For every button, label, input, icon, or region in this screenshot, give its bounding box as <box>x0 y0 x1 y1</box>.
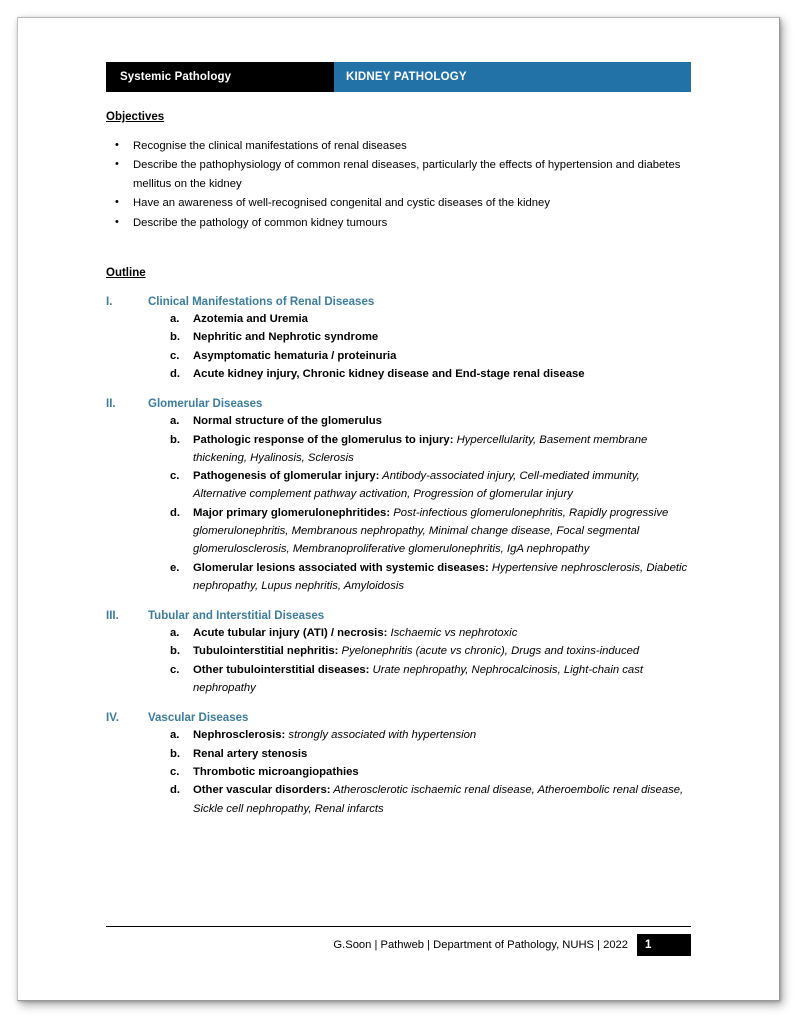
sub-item-label: Glomerular lesions associated with systemic diseases: <box>193 561 489 574</box>
objectives-list <box>106 137 691 232</box>
section-sub-list <box>106 624 691 697</box>
sub-item-label: Acute tubular injury (ATI) / necrosis: <box>193 627 388 640</box>
sub-item-detail: Hypercellularity, Basement membrane thickening, Hyalinosis, Sclerosis <box>193 433 648 464</box>
section-title: Vascular Diseases <box>148 712 249 725</box>
sub-item-letter: b. <box>170 747 181 760</box>
list-item <box>106 328 691 346</box>
section-sub-list <box>106 310 691 383</box>
sub-item-letter: d. <box>170 784 181 797</box>
list-item <box>106 347 691 365</box>
sub-item-detail: Pyelonephritis (acute vs chronic), Drugs and toxins-induced <box>338 645 640 658</box>
sub-item-letter: c. <box>170 349 180 362</box>
bullet-icon: • <box>115 158 119 171</box>
sub-item-label: Pathologic response of the glomerulus to injury: <box>193 433 454 446</box>
sub-item-letter: c. <box>170 663 180 676</box>
sub-item-text <box>193 661 691 698</box>
outline-section <box>106 712 691 817</box>
section-sub-list <box>106 412 691 595</box>
list-item <box>106 156 691 193</box>
sub-item-text <box>193 559 691 596</box>
sub-item-label: Thrombotic microangiopathies <box>193 765 359 778</box>
objective-text: Have an awareness of well-recognised congenital and cystic diseases of the kidney <box>133 197 550 210</box>
sub-item-letter: b. <box>170 433 181 446</box>
bullet-icon: • <box>115 215 119 228</box>
section-title-row <box>106 610 691 622</box>
sub-item-detail: Atherosclerotic ischaemic renal disease, Atheroembolic renal disease, Sickle cell nephropathy, Renal infarcts <box>193 784 684 815</box>
sub-item-letter: a. <box>170 415 180 428</box>
section-sub-list <box>106 726 691 817</box>
footer-credit-text: G.Soon | Pathweb | Department of Pathology, NUHS | 2022 <box>333 939 628 951</box>
banner-subject <box>106 62 334 92</box>
sub-item-label: Other tubulointerstitial diseases: <box>193 663 370 676</box>
sub-item-text <box>193 431 691 468</box>
list-item <box>106 624 691 642</box>
list-item <box>106 310 691 328</box>
sub-item-label: Nephritic and Nephrotic syndrome <box>193 331 379 344</box>
objective-text: Describe the pathophysiology of common renal diseases, particularly the effects of hypertension and diabetes mellitus on the kidney <box>133 159 681 190</box>
sub-item-letter: c. <box>170 765 180 778</box>
list-item <box>106 365 691 383</box>
sub-item-text <box>193 504 691 559</box>
document-page <box>17 17 780 1001</box>
sub-item-label: Pathogenesis of glomerular injury: <box>193 470 380 483</box>
list-item <box>106 763 691 781</box>
sub-item-label: Normal structure of the glomerulus <box>193 415 382 428</box>
sub-item-text <box>193 310 691 328</box>
sub-item-letter: a. <box>170 313 180 326</box>
list-item <box>106 214 691 232</box>
objective-text: Recognise the clinical manifestations of renal diseases <box>133 140 407 152</box>
list-item <box>106 726 691 744</box>
sub-item-text <box>193 412 691 430</box>
sub-item-detail: strongly associated with hypertension <box>285 729 477 742</box>
list-item <box>106 194 691 212</box>
banner-topic-label: KIDNEY PATHOLOGY <box>346 71 467 83</box>
sub-item-text <box>193 745 691 763</box>
sub-item-text <box>193 642 691 660</box>
sub-item-detail: Post-infectious glomerulonephritis, Rapidly progressive glomerulonephritis, Membranous nephropathy, Minimal change disease, Focal segmental glomerulosclerosis, Membranoproliferative glomerulonephritis, IgA nephropathy <box>193 506 669 556</box>
section-title-row <box>106 398 691 410</box>
sub-item-letter: a. <box>170 729 180 742</box>
sub-item-label: Azotemia and Uremia <box>193 313 308 326</box>
list-item <box>106 137 691 155</box>
sub-item-text <box>193 467 691 504</box>
sub-item-label: Nephrosclerosis: <box>193 729 286 742</box>
sub-item-detail: Hypertensive nephrosclerosis, Diabetic nephropathy, Lupus nephritis, Amyloidosis <box>193 561 688 592</box>
sub-item-text <box>193 328 691 346</box>
sub-item-label: Asymptomatic hematuria / proteinuria <box>193 349 397 362</box>
sub-item-letter: a. <box>170 627 180 640</box>
sub-item-label: Tubulointerstitial nephritis: <box>193 645 339 658</box>
sub-item-text <box>193 763 691 781</box>
section-title-row <box>106 712 691 724</box>
footer-divider <box>106 926 691 927</box>
sub-item-text <box>193 624 691 642</box>
footer-row <box>106 934 691 956</box>
section-numeral: IV. <box>106 712 120 725</box>
sub-item-letter: d. <box>170 367 181 380</box>
banner-subject-label: Systemic Pathology <box>120 71 232 83</box>
objective-text: Describe the pathology of common kidney tumours <box>133 216 388 229</box>
list-item <box>106 781 691 818</box>
sub-item-letter: d. <box>170 506 181 519</box>
sub-item-text <box>193 365 691 383</box>
bullet-icon: • <box>115 139 119 151</box>
page-number-box <box>637 934 691 956</box>
sub-item-letter: b. <box>170 331 181 344</box>
section-title: Clinical Manifestations of Renal Diseases <box>148 296 375 309</box>
sub-item-label: Other vascular disorders: <box>193 784 331 797</box>
list-item <box>106 504 691 559</box>
list-item <box>106 642 691 660</box>
section-numeral: III. <box>106 610 119 623</box>
section-title-row <box>106 296 691 308</box>
section-numeral: I. <box>106 296 113 309</box>
title-banner <box>106 62 691 92</box>
page-footer <box>106 926 691 956</box>
sub-item-label: Major primary glomerulonephritides: <box>193 506 391 519</box>
list-item <box>106 745 691 763</box>
sub-item-label: Renal artery stenosis <box>193 747 308 760</box>
sub-item-letter: c. <box>170 470 180 483</box>
sub-item-detail: Antibody-associated injury, Cell-mediated immunity, Alternative complement pathway activation, Progression of glomerular injury <box>193 470 640 501</box>
outline-section <box>106 296 691 383</box>
sub-item-text <box>193 726 691 744</box>
list-item <box>106 661 691 698</box>
section-title: Glomerular Diseases <box>148 398 263 411</box>
bullet-icon: • <box>115 196 119 209</box>
sub-item-letter: e. <box>170 561 180 574</box>
outline-section <box>106 610 691 697</box>
list-item <box>106 431 691 468</box>
sub-item-text <box>193 781 691 818</box>
page-number: 1 <box>645 939 652 951</box>
objectives-heading: Objectives <box>106 111 165 123</box>
section-title: Tubular and Interstitial Diseases <box>148 610 325 623</box>
list-item <box>106 412 691 430</box>
sub-item-text <box>193 347 691 365</box>
document-content <box>106 62 691 833</box>
sub-item-detail: Urate nephropathy, Nephrocalcinosis, Light-chain cast nephropathy <box>193 663 643 695</box>
sub-item-detail: Ischaemic vs nephrotoxic <box>387 627 518 640</box>
outline-heading: Outline <box>106 267 146 280</box>
sub-item-label: Acute kidney injury, Chronic kidney disease and End-stage renal disease <box>193 367 585 380</box>
section-numeral: II. <box>106 398 116 411</box>
list-item <box>106 559 691 596</box>
outline-section <box>106 398 691 595</box>
sub-item-letter: b. <box>170 645 181 658</box>
banner-topic <box>334 62 691 92</box>
list-item <box>106 467 691 504</box>
